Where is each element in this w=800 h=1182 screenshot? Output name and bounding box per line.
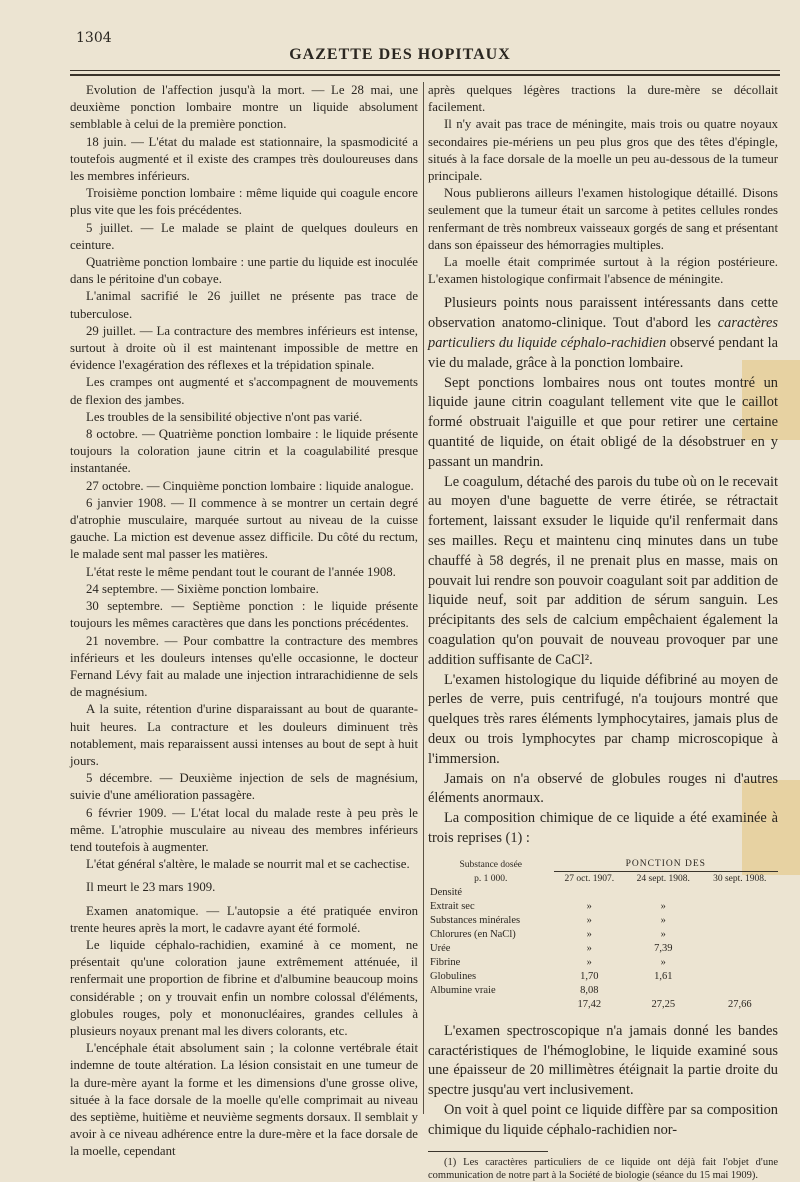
page-number: 1304 <box>76 30 112 46</box>
column-header: 30 sept. 1908. <box>713 873 767 884</box>
paragraph: 8 octobre. — Quatrième ponction lombaire : le liquide présente toujours la coloration jaune citrin et la coagulabilité presque instantanée. <box>70 427 418 476</box>
paragraph: après quelques légères tractions la dure-mère se décollait facilement. <box>428 83 778 115</box>
paragraph: La composition chimique de ce liquide a été examinée à trois reprises (1) : <box>428 810 778 846</box>
row-label: Chlorures (en NaCl) <box>430 928 516 940</box>
paragraph: 30 septembre. — Septième ponction : le liquide présente toujours les mêmes caractères que dans les ponctions précédentes. <box>70 599 418 631</box>
table-row <box>428 900 778 914</box>
paragraph: Le liquide céphalo-rachidien, examiné à ce moment, ne présentait qu'une coloration jaune extrêmement atténuée, il renfermait une proportion de fibrine et d'albumine beaucoup moins considérable ; on y trouvait enfin un nombre colossal d'éléments, globules rouges, poly et mononucléaires, grandes cellules à plusieurs noyaux prenant mal les divers colorants, etc. <box>70 937 418 1038</box>
table-row <box>428 914 778 928</box>
paragraph: L'état général s'altère, le malade se nourrit mal et se cachectise. <box>86 857 410 872</box>
table-cell: » <box>586 956 592 968</box>
paragraph: 24 septembre. — Sixième ponction lombaire. <box>86 581 319 596</box>
table-cell: » <box>660 914 666 926</box>
paragraph: Le coagulum, détaché des parois du tube où on le recevait au moyen d'une baguette de verre étirée, se rétractait fortement, laissant exsuder le liquide qu'il renfermait dans ses mailles. Reçu et maintenu cinq minutes dans un tube chauffé à 58 degrés, il ne prenait plus en masse, mais on pouvait lui rendre son pouvoir coagulant soit par addition de liquide neuf, soit par addition de sérum sanguin. Les précipitants des sels de calcium empêchaient également la coagulation qu'on pouvait de nouveau provoquer par une addition suffisante de CaCl². <box>428 473 778 668</box>
paragraph: Il meurt le 23 mars 1909. <box>86 880 216 895</box>
paragraph: Jamais on n'a observé de globules rouges ni d'autres éléments anormaux. <box>428 770 778 807</box>
column-header: 27 oct. 1907. <box>564 873 615 884</box>
paragraph: Les troubles de la sensibilité objective n'ont pas varié. <box>86 409 363 424</box>
header-line: Substance dosée <box>459 859 523 870</box>
row-label: Extrait sec <box>430 900 475 912</box>
paragraph: L'encéphale était absolument sain ; la colonne vertébrale était indemne de toute altération. La lésion consistait en une tumeur de la dure-mère ayant la forme et les dimensions d'une grosse olive, située à la face dorsale de la moelle qu'elle comprimait au niveau des septième, huitième et neuvième segments dorsaux. Il semblait y avoir à ce niveau adhérence entre la dure-mère et la face dorsale de la moelle, cependant <box>70 1041 418 1159</box>
table-cell <box>702 900 778 914</box>
paragraph: Sept ponctions lombaires nous ont toutes montré un liquide jaune citrin coagulant tellement vite que le caillot formé obstruait l'aiguille et que pour retirer une certaine quantité de liquide, on était obligé de la désobstruer en y passant un mandrin. <box>428 374 778 470</box>
paragraph: On voit à quel point ce liquide diffère par sa composition chimique du liquide céphalo-rachidien nor- <box>428 1101 778 1138</box>
row-label: Densité <box>430 886 463 898</box>
table-row <box>428 928 778 942</box>
paragraph: Evolution de l'affection jusqu'à la mort. — Le 28 mai, une deuxième ponction lombaire montre un liquide absolument semblable à celui de la première ponction. <box>70 83 418 132</box>
table-cell: 7,39 <box>654 942 673 954</box>
table-cell <box>702 984 778 998</box>
table-cell: 8,08 <box>580 984 599 996</box>
table-row <box>428 984 778 998</box>
header-rule-thick <box>70 74 780 76</box>
text-run: observé pendant la vie du malade, grâce à la ponction lombaire. <box>428 335 778 371</box>
row-label: Urée <box>430 942 451 954</box>
column-header <box>428 857 554 886</box>
paragraph: Il n'y avait pas trace de méningite, mais trois ou quatre noyaux secondaires pie-mériens un peu plus gros que des têtes d'épingle, situés à la face dorsale de la moelle un peu au-dessous de la tumeur principale. <box>428 117 778 184</box>
table-cell: » <box>586 942 592 954</box>
footnote-rule <box>428 1151 548 1152</box>
table-cell <box>625 984 701 998</box>
table-header-row <box>428 857 778 872</box>
row-label: Substances minérales <box>430 914 521 926</box>
left-column <box>70 82 418 1161</box>
table-cell: 1,70 <box>580 970 599 982</box>
paragraph: 6 février 1909. — L'état local du malade reste à peu près le même. L'atrophie musculaire au niveau des membres inférieurs tend toutefois à augmenter. <box>70 805 418 854</box>
running-head: GAZETTE DES HOPITAUX <box>289 46 511 63</box>
table-row <box>428 970 778 984</box>
group-header: PONCTION DES <box>554 857 778 872</box>
table-row <box>428 998 778 1012</box>
header-line: p. 1 000. <box>474 873 508 884</box>
paragraph: 21 novembre. — Pour combattre la contracture des membres inférieurs et les douleurs intenses qu'elle occasionne, le docteur Fernand Lévy fait au malade une injection intrarachidienne de sels de magnésium. <box>70 633 418 700</box>
right-column <box>428 82 778 1182</box>
row-label: Fibrine <box>430 956 461 968</box>
table-cell: » <box>586 914 592 926</box>
table-cell: 17,42 <box>577 998 602 1010</box>
column-header: 24 sept. 1908. <box>636 873 690 884</box>
table-cell: » <box>586 928 592 940</box>
paragraph: Troisième ponction lombaire : même liquide qui coagule encore plus vite que les fois précédentes. <box>70 186 418 218</box>
table-cell <box>702 956 778 970</box>
table-cell: » <box>660 900 666 912</box>
paragraph: Les crampes ont augmenté et s'accompagnent de mouvements de flexion des jambes. <box>70 375 418 407</box>
row-label: Globulines <box>430 970 477 982</box>
paragraph: Examen anatomique. — L'autopsie a été pratiquée environ trente heures après la mort, le cadavre ayant été formolé. <box>70 903 418 935</box>
text-run: Plusieurs points nous paraissent intéressants dans cette observation anatomo-clinique. Tout d'abord les <box>428 295 778 332</box>
table-row <box>428 942 778 956</box>
paragraph: 18 juin. — L'état du malade est stationnaire, la spasmodicité a toutefois augmenté et il existe des crampes très douloureuses dans les membres inférieurs. <box>70 134 418 184</box>
paragraph: L'état reste le même pendant tout le courant de l'année 1908. <box>86 564 396 579</box>
table-row <box>428 956 778 970</box>
table-row <box>428 886 778 900</box>
paragraph: L'animal sacrifié le 26 juillet ne présente pas trace de tuberculose. <box>70 289 418 321</box>
footnote: (1) Les caractères particuliers de ce liquide ont déjà fait l'objet d'une communication de notre part à la Société de biologie (séance du 15 mai 1909). <box>428 1156 778 1181</box>
table-cell <box>702 970 778 984</box>
emphasis: caractères particuliers du liquide céphalo-rachidien <box>428 315 778 352</box>
paragraph: 27 octobre. — Cinquième ponction lombaire : liquide analogue. <box>86 478 414 493</box>
header-rule <box>70 70 780 71</box>
paragraph: A la suite, rétention d'urine disparaissant au bout de quarante-huit heures. La contracture et les douleurs diminuent très notablement, mais reparaissent aussi intenses au bout de sept à huit jours. <box>70 702 418 768</box>
paragraph: Nous publierons ailleurs l'examen histologique détaillé. Disons seulement que la tumeur était un sarcome à petites cellules rondes renfermant de très nombreux vaisseaux gorgés de sang et présentant dans son épaisseur des hémorragies multiples. <box>428 186 778 252</box>
table-cell: 27,25 <box>651 998 676 1010</box>
table-cell <box>702 942 778 956</box>
table-cell: » <box>660 956 666 968</box>
table-cell: 1,61 <box>654 970 673 982</box>
paragraph: Quatrième ponction lombaire : une partie du liquide est inoculée dans le péritoine d'un cobaye. <box>70 255 418 287</box>
column-divider <box>423 82 424 1114</box>
composition-table <box>428 857 778 1012</box>
table-cell <box>702 928 778 942</box>
table-cell <box>702 886 778 900</box>
table-cell: » <box>660 928 666 940</box>
paragraph: 5 juillet. — Le malade se plaint de quelques douleurs en ceinture. <box>70 220 418 252</box>
row-label <box>428 998 554 1012</box>
paragraph: L'examen histologique du liquide défibriné au moyen de perles de verre, puis centrifugé, n'a toujours montré que quelques très rares éléments lymphocytaires, jamais plus de deux ou trois lymphocytes par champ microscopique à l'immersion. <box>428 671 778 767</box>
table-cell <box>702 914 778 928</box>
paragraph: 6 janvier 1908. — Il commence à se montrer un certain degré d'atrophie musculaire, marquée surtout au niveau de la cuisse gauche. La miction est devenue assez difficile. Du côté du rectum, le malade sent mal passer les matières. <box>70 495 418 562</box>
table-cell: » <box>586 900 592 912</box>
paragraph: 5 décembre. — Deuxième injection de sels de magnésium, suivie d'une amélioration passagère. <box>70 771 418 803</box>
table-cell: 27,66 <box>727 998 752 1010</box>
table-cell <box>554 886 626 900</box>
row-label: Albumine vraie <box>430 984 496 996</box>
paragraph: L'examen spectroscopique n'a jamais donné les bandes caractéristiques de l'hémoglobine, le liquide examiné sous une épaisseur de 20 millimètres étéignait la partie droite du spectre jusqu'au vert inclusivement. <box>428 1022 778 1099</box>
paragraph <box>428 294 778 373</box>
table-cell <box>625 886 701 900</box>
paragraph: La moelle était comprimée surtout à la région postérieure. L'examen histologique confirmait l'absence de méningite. <box>428 255 778 287</box>
paragraph: 29 juillet. — La contracture des membres inférieurs est intense, surtout à droite où il est maintenant impossible de mettre en évidence l'exagération des réflexes et la trépidation spinale. <box>70 323 418 373</box>
